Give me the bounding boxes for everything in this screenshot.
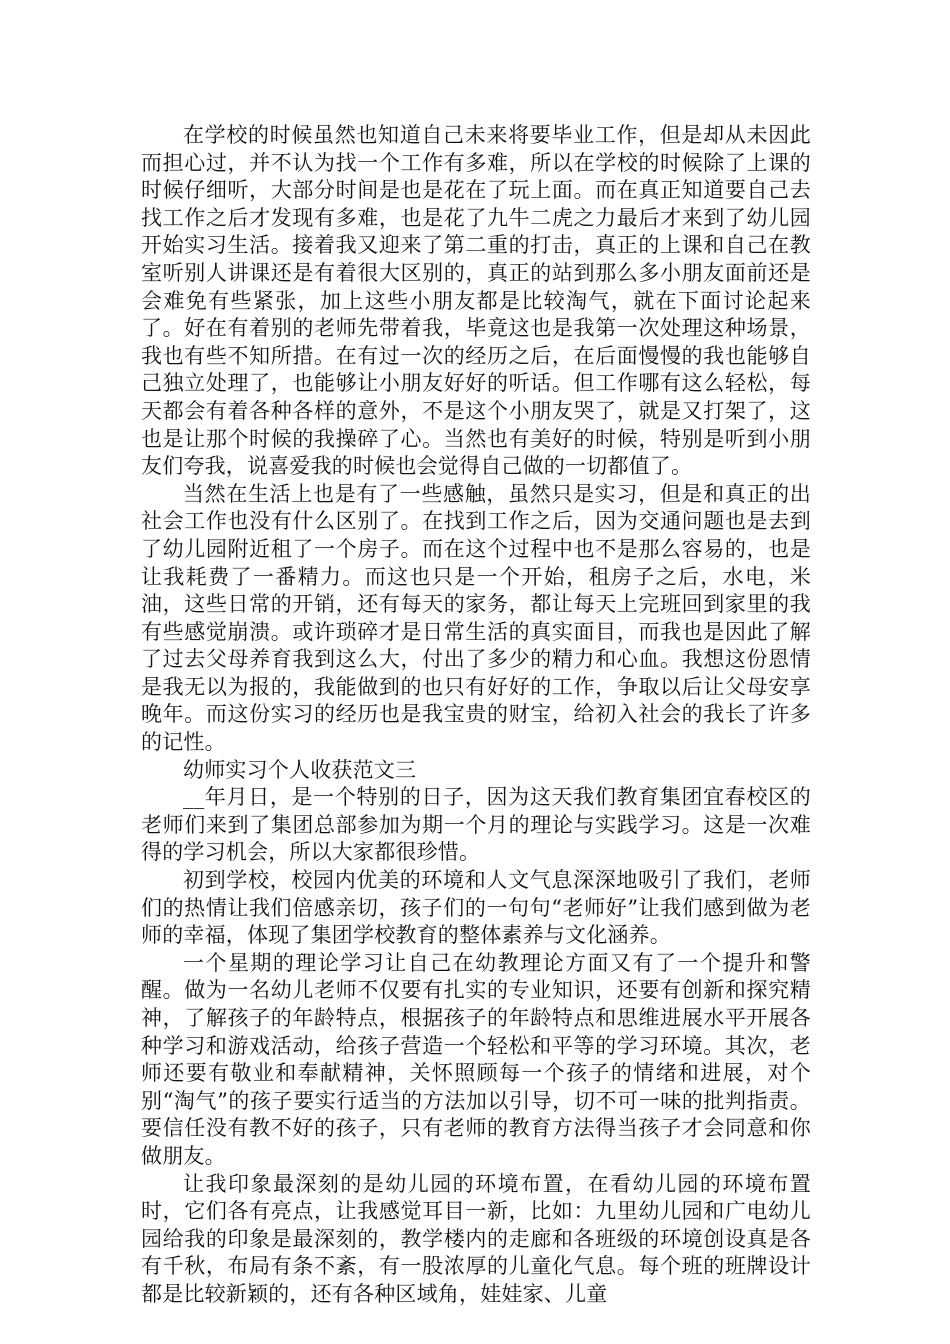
paragraph-theory-study: 一个星期的理论学习让自己在幼教理论方面又有了一个提升和警醒。做为一名幼儿老师不仅要有扎实的专业知识，还要有创新和探究精神，了解孩子的年龄特点，根据孩子的年龄特点和思维进展水平开展各种学习和游戏活动，给孩子营造一个轻松和平等的学习环境。其次，老师还要有敬业和奉献精神，关怀照顾每一个孩子的情绪和进展，对个别“淘气”的孩子要实行适当的方法加以引导，切不可一味的批判指责。要信任没有教不好的孩子，只有老师的教育方法得当孩子才会同意和你做朋友。 [141,950,811,1168]
paragraph-internship-life: 当然在生活上也是有了一些感触，虽然只是实习，但是和真正的出社会工作也没有什么区别了。在找到工作之后，因为交通问题也是去到了幼儿园附近租了一个房子。而在这个过程中也不是那么容易的，也是让我耗费了一番精力。而这也只是一个开始，租房子之后，水电，米油，这些日常的开销，还有每天的家务，都让每天上完班回到家里的我有些感觉崩溃。或许琐碎才是日常生活的真实面目，而我也是因此了解了过去父母养育我到这么大，付出了多少的精力和心血。我想这份恩情是我无以为报的，我能做到的也只有好好的工作，争取以后让父母安享晚年。而这份实习的经历也是我宝贵的财宝，给初入社会的我长了许多的记性。 [141,481,811,755]
document-body [141,122,811,1309]
paragraph-training-date: __年月日，是一个特别的日子，因为这天我们教育集团宜春校区的老师们来到了集团总部参加为期一个月的理论与实践学习。这是一次难得的学习机会，所以大家都很珍惜。 [141,785,811,865]
section-heading: 幼师实习个人收获范文三 [183,757,417,782]
paragraph-internship-work: 在学校的时候虽然也知道自己未来将要毕业工作，但是却从未因此而担心过，并不认为找一个工作有多难，所以在学校的时候除了上课的时候仔细听，大部分时间是也是花在了玩上面。而在真正知道要自己去找工作之后才发现有多难，也是花了九牛二虎之力最后才来到了幼儿园开始实习生活。接着我又迎来了第二重的打击，真正的上课和自己在教室听别人讲课还是有着很大区别的，真正的站到那么多小朋友面前还是会难免有些紧张，加上这些小朋友都是比较淘气，就在下面讨论起来了。好在有着别的老师先带着我，毕竟这也是我第一次处理这种场景，我也有些不知所措。在有过一次的经历之后，在后面慢慢的我也能够自己独立处理了，也能够让小朋友好好的听话。但工作哪有这么轻松，每天都会有着各种各样的意外，不是这个小朋友哭了，就是又打架了，这也是让那个时候的我操碎了心。当然也有美好的时候，特别是听到小朋友们夸我，说喜爱我的时候也会觉得自己做的一切都值了。 [141,123,811,479]
paragraph-first-arrival: 初到学校，校园内优美的环境和人文气息深深地吸引了我们，老师们的热情让我们倍感亲切，孩子们的一句句“老师好”让我们感到做为老师的幸福，体现了集团学校教育的整体素养与文化涵养。 [141,868,811,948]
paragraph-environment-layout: 让我印象最深刻的是幼儿园的环境布置，在看幼儿园的环境布置时，它们各有亮点，让我感觉耳目一新，比如：九里幼儿园和广电幼儿园给我的印象是最深刻的，教学楼内的走廊和各班级的环境创设真是各有千秋，布局有条不紊，有一股浓厚的儿童化气息。每个班的班牌设计都是比较新颖的，还有各种区域角，娃娃家、儿童 [141,1171,811,1306]
